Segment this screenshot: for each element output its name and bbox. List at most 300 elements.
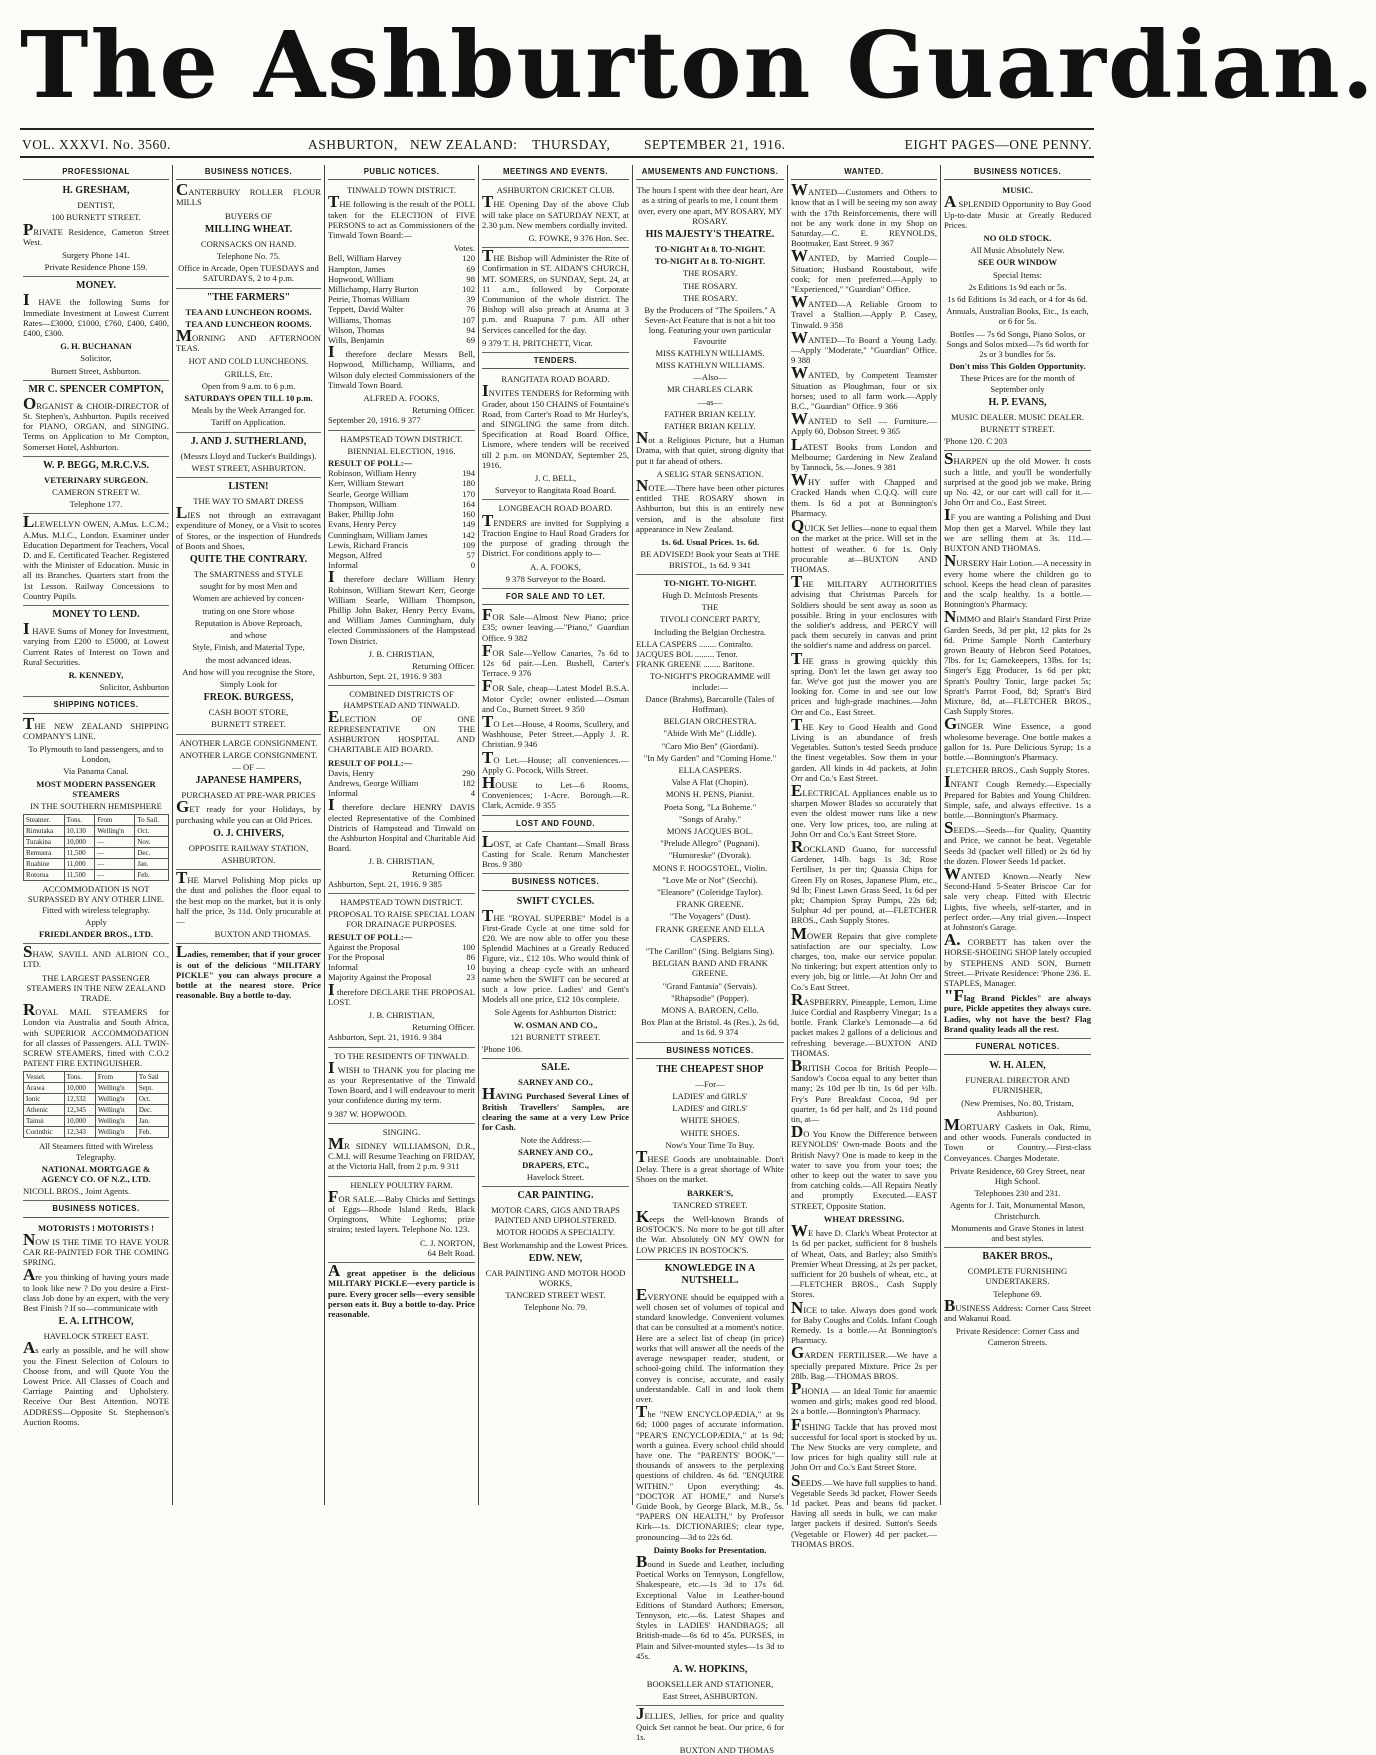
vote-row: Informal 4: [328, 788, 475, 799]
ad-line: Solicitor, Ashburton: [99, 682, 169, 693]
ad-body: Ladies, remember, that if your grocer is out of the delicious "MILITARY PICKLE" you can always procure a bottle at the nearest store. Price reasonable. Buy a bottle to-day.: [176, 942, 321, 1001]
ad-heading: MUSIC.: [1002, 185, 1033, 196]
pages-price: EIGHT PAGES—ONE PENNY.: [904, 137, 1092, 152]
section-heading: FUNERAL NOTICES.: [944, 1038, 1091, 1055]
ad-body: Not a Religious Picture, but a Human Drama, with that quiet, strong dignity that put it far ahead of others.: [636, 428, 784, 466]
ad-line: MUSIC DEALER. MUSIC DEALER.: [951, 411, 1084, 422]
ad-body: A SPLENDID Opportunity to Buy Good Up-to-date Music at Greatly Reduced Prices.: [944, 192, 1091, 230]
ad-line: (New Premises, No. 80, Tristam, Ashburton).: [961, 1097, 1074, 1118]
ad-body: A great appetiser is the delicious MILITARY PICKLE—every particle is pure. Every grocer sells—every sensible person eats it. Buy a bottle to-day. Price reasonable.: [328, 1261, 475, 1319]
classified-ad: FOR Sale—Yellow Canaries, 7s 6d to 12s 6d pair.—Len. Bushell, Carter's Terrace. 9 376: [482, 640, 629, 679]
classified-ad: MOWER Repairs that give complete satisfaction are our specialty. Low charges, too, make our service popular. No tinkering; but expert attention only to every job, big or little.—At John Orr and Co.'s East Street.: [791, 923, 937, 992]
ad-line: NATIONAL MORTGAGE & AGENCY CO. OF N.Z., LTD.: [41, 1163, 151, 1184]
ad-line: A SELIG STAR SENSATION.: [656, 468, 764, 479]
classified-ad: HOUSE to Let—6 Rooms, Conveniences; 1-Acre. Borough.—R. Clark, Acmide. 9 355: [482, 772, 629, 811]
ad-heading: LONGBEACH ROAD BOARD.: [482, 499, 629, 513]
programme-item: BELGIAN BAND AND FRANK GREENE.: [652, 958, 768, 979]
ad-line: Telephone 69.: [993, 1288, 1042, 1299]
ad-body: I HAVE Sums of Money for Investment, varying from £200 to £5000, at Lowest Current Rates of Interest on Town and Rural Securities.: [23, 619, 169, 667]
programme-item: "Prelude Allegro" (Pugnani).: [660, 838, 760, 849]
ad-body: I therefore declare Messrs Bell, Hopwood, Millichamp, Williams, and Wilson duly elected Commissioners of the Tinwald Town Board.: [328, 342, 475, 390]
ad-line: C. J. NORTON,: [420, 1237, 475, 1248]
ad-body: By the Producers of "The Spoilers." A Seven-Act Feature that is not a bit too long. Featuring your own particular Favourite: [644, 305, 776, 346]
ad-line: Burnett Street, Ashburton.: [50, 365, 142, 376]
ad-heading: WHEAT DRESSING.: [823, 1213, 905, 1224]
ad-line: ALFRED A. FOOKS,: [363, 393, 440, 404]
ad-body: TENDERS are invited for Supplying a Traction Engine to Haul Road Graders for the purpose of grading through the District. For conditions apply to—: [482, 510, 629, 559]
ad-body: PRIVATE Residence, Cameron Street West.: [23, 219, 169, 247]
ad-line: IN THE SOUTHERN HEMISPHERE: [30, 800, 162, 811]
classified-ad: GINGER Wine Essence, a good wholesome beverage. One bottle makes a gallon for 1s. Pure Delicious Syrup; 1s a bottle.—Bonnington's Pharmacy.: [944, 714, 1091, 762]
ad-line: BIENNIAL ELECTION, 1916.: [347, 445, 456, 456]
section-heading: BUSINESS NOTICES.: [482, 873, 629, 890]
ad-heading: SALE.: [482, 1058, 629, 1074]
ad-line: W. OSMAN AND CO.,: [513, 1019, 598, 1030]
ad-line: Ashburton, Sept. 21, 1916. 9 383: [328, 671, 442, 682]
ad-line: MISS KATHLYN WILLIAMS.: [655, 347, 765, 358]
ad-heading: H. GRESHAM,: [62, 185, 130, 197]
ad-heading: CAR PAINTING.: [482, 1186, 629, 1202]
ad-line: ANOTHER LARGE CONSIGNMENT.: [176, 734, 321, 748]
ad-heading: H. P. EVANS,: [988, 396, 1047, 408]
place-label: ASHBURTON,: [308, 137, 398, 152]
vote-row: Thompson, William 164: [328, 498, 475, 509]
ad-line: PURCHASED AT PRE-WAR PRICES: [181, 790, 316, 801]
section-heading: PUBLIC NOTICES.: [328, 165, 475, 180]
classified-ad: FOR Sale—Almost New Piano; price £35; owner leaving.—"Piano," Guardian Office. 9 382: [482, 605, 629, 643]
ad-line: Meals by the Week Arranged for.: [191, 405, 306, 416]
column-amusements: [633, 165, 787, 1755]
section-heading: BUSINESS NOTICES.: [23, 1200, 169, 1217]
ad-line: Telephone No. 79.: [523, 1302, 588, 1313]
ad-heading: COMBINED DISTRICTS OF HAMPSTEAD AND TINWALD.: [328, 685, 475, 709]
ad-line: 100 BURNETT STREET.: [51, 212, 141, 223]
ad-heading: O. J. CHIVERS,: [213, 827, 284, 839]
country-label: NEW ZEALAND:: [410, 137, 518, 152]
ad-line: All Steamers fitted with Wireless Telegraphy.: [38, 1141, 154, 1162]
ad-line: And how will you recognise the Store,: [182, 666, 315, 677]
ad-line: THE: [701, 602, 719, 613]
ad-line: RESULT OF POLL:—: [328, 458, 413, 469]
ad-line: VETERINARY SURGEON.: [44, 474, 148, 485]
vote-row: Kerr, William Stewart 180: [328, 478, 475, 489]
classified-ad: THE MILITARY AUTHORITIES advising that Christmas Parcels for Soldiers should be sent away as soon as possible. Bring in your enclosures with the soldier's address, and PERCY will pack them securely in canvas and print the soldier's name and address on parcel.: [791, 572, 937, 651]
masthead-title: The Ashburton Guardian.: [20, 11, 1376, 119]
ad-line: THE ROSARY.: [682, 292, 738, 303]
ad-body: The "NEW ENCYCLOPÆDIA," at 9s 6d; 1000 pages of accurate information. "PEAR'S ENCYCLOPÆDIA," at 1s 9d; worth a guinea. Every school child should have one. The "PARENTS' BOOK,"—thousands of answers to the perplexing questions of children. 4s 6d. "ENQUIRE WITHIN." Upon everything; 4s. "DOCTOR AT HOME," and Nurse's Guide Book, by George Black, M.B., 5s. "PAPERS ON HEALTH," by Professor Kirk—1s. DICTIONARIES; clear type, pronouncing—3d to 22s 6d.: [636, 1402, 784, 1542]
ad-body: Bound in Suede and Leather, including Poetical Works on Tennyson, Longfellow, Shakespeare, etc.—1s 3d to 17s 6d. Exceptional Value in Leather-bound Editions of Standard Authors; Emerson, Tennyson, etc.—6s. Latest Shapes and Styles in LADIES' HANDBAGS; all British-made—6s 6d to 45s. PURSES, in Plain and Silver-mounted styles—1s 3d to 45s.: [636, 1551, 784, 1661]
ad-line: MOTOR HOODS A SPECIALTY.: [496, 1227, 615, 1238]
column-meetings-events: [479, 165, 632, 1505]
classified-ad: IF you are wanting a Polishing and Dust Mop then get a Marvel. While they last we are selling them at 3s. 11d.—BUXTON AND THOMAS.: [944, 505, 1091, 554]
section-heading: BUSINESS NOTICES.: [944, 165, 1091, 180]
ad-line: COMPLETE FURNISHING UNDERTAKERS.: [967, 1266, 1068, 1287]
ad-line: PROPOSAL TO RAISE SPECIAL LOAN FOR DRAINAGE PURPOSES.: [328, 909, 475, 930]
programme-item: FRANK GREENE AND ELLA CASPERS.: [655, 923, 765, 944]
ad-body: MORNING AND AFTERNOON TEAS.: [176, 326, 321, 354]
table-row: Rimutaka 10,130 Welling'n Oct.: [24, 826, 169, 837]
classified-ad: WANTED—A Reliable Groom to Travel a Stallion.—Apply P. Casey, Tinwald. 9 358: [791, 292, 937, 330]
ad-line: WEST STREET, ASHBURTON.: [191, 462, 306, 473]
ad-signature: G. FOWKE, 9 376 Hon. Sec.: [528, 233, 629, 244]
table-row: Corinthic 12,343 Welling'n Feb.: [24, 1127, 169, 1138]
ad-line: Agents for J. Tait, Monumental Mason, Christchurch.: [949, 1200, 1086, 1221]
ad-line: BURNETT STREET.: [980, 424, 1055, 435]
vote-row: Majority Against the Proposal 23: [328, 972, 475, 983]
ad-line: NICOLL BROS., Joint Agents.: [23, 1186, 131, 1197]
programme-item: "Caro Mio Ben" (Giordani).: [661, 740, 759, 751]
ad-body: THE "ROYAL SUPERBE" Model is a First-Grade Cycle at one time sold for £20. We are now able to offer you these Splendid Machines at a Greatly Reduced Figure, viz., £12 10s. Who would think of buying a cheap cycle with an unheard name when the SWIFT can be secured at such a low price. Ladies' and Gent's Models all one price, £12 10s complete.: [482, 905, 629, 1005]
ad-line: 2s Editions 1s 9d each or 5s.: [968, 281, 1067, 292]
ad-body: ELECTION OF ONE REPRESENTATIVE ON THE ASHBURTON HOSPITAL AND CHARITABLE AID BOARD.: [328, 706, 475, 755]
ad-line: Don't miss This Golden Opportunity.: [949, 361, 1086, 372]
classified-ad: GARDEN FERTILISER.—We have a specially prepared Mixture. Price 2s per 28lb. Bag.—THOMAS BROS.: [791, 1343, 937, 1381]
ad-line: Returning Officer.: [412, 1022, 475, 1033]
ad-line: WHITE SHOES.: [680, 1115, 740, 1126]
table-row: Arawa 10,000 Welling'n Sept.: [24, 1083, 169, 1094]
ad-signature: 9 387 W. HOPWOOD.: [328, 1108, 408, 1119]
ad-body: MR SIDNEY WILLIAMSON, D.R., C.M.I. will Resume Teaching on FRIDAY, at the Victoria Hall, from 2 p.m. 9 311: [328, 1134, 475, 1172]
column-business-notices: [173, 165, 324, 1505]
vote-row: For the Proposal 86: [328, 952, 475, 963]
ad-line: Surgery Phone 141.: [62, 250, 130, 261]
classified-ad: THE grass is growing quickly this spring. Don't let the lawn get away too far. We've got just the mower you are looking for. Come in and see our low prices and high-grade machines.—John Orr and Co., East Street.: [791, 648, 937, 717]
column-public-notices: [325, 165, 478, 1505]
ad-heading: MILLING WHEAT.: [204, 223, 293, 235]
ad-line: FRANK GREENE ........ Baritone.: [636, 659, 755, 670]
vote-row: Robinson, William Henry 194: [328, 468, 475, 479]
date-label: SEPTEMBER 21, 1916.: [644, 137, 786, 152]
ad-line: G. H. BUCHANAN: [60, 341, 132, 352]
ad-line: Including the Belgian Orchestra.: [653, 626, 767, 637]
programme-item: FRANK GREENE.: [676, 899, 744, 910]
ad-line: Annuals, Australian Books, Etc., 1s each, or 6 for 5s.: [946, 306, 1089, 327]
section-heading: FOR SALE AND TO LET.: [482, 588, 629, 605]
table-row: Remuera 11,500 — Dec.: [24, 848, 169, 859]
section-heading: AMUSEMENTS AND FUNCTIONS.: [636, 165, 784, 180]
ad-line: Open from 9 a.m. to 6 p.m.: [201, 380, 296, 391]
table-row: Rotorua 11,500 — Feb.: [24, 870, 169, 881]
ad-body: LLEWELLYN OWEN, A.Mus. L.C.M.; A.Mus. M.I.C., London. Examiner under Education Department for Teachers, Vocal D. and E. Certificated Teacher. Registered with the Minister of Education. Music in all its Branches. Quarters start from the 1st Lesson. Railway Concessions to Country Pupils.: [23, 512, 169, 601]
ad-line: All Music Absolutely New.: [970, 245, 1065, 256]
ad-line: 64 Belt Road.: [427, 1247, 475, 1258]
ad-line: Private Residence Phone 159.: [44, 262, 148, 273]
ad-line: 'Phone 106.: [482, 1044, 523, 1055]
classified-ad: FISHING Tackle that has proved most successful for local sport is stocked by us. The New Stocks are very complete, and low prices for high quality still rule at John Orr and Co.'s East Street Store.: [791, 1414, 937, 1473]
day-label: THURSDAY,: [532, 137, 611, 152]
ad-line: TO-NIGHT. TO-NIGHT.: [636, 574, 784, 588]
ad-body: NOW IS THE TIME TO HAVE YOUR CAR RE-PAINTED FOR THE COMING SPRING.: [23, 1229, 169, 1268]
ad-heading: MONEY TO LEND.: [23, 605, 169, 621]
section-heading: SHIPPING NOTICES.: [23, 696, 169, 713]
ad-body: EVERYONE should be equipped with a well chosen set of volumes of topical and standard knowledge. Convenient volumes that can be consulted at a moment's notice. Here are a select list of cheap (in price) works that will answer all the needs of the average newspaper reader, student, or school-going child. The information they convey is concise, accurate, and easily understandable. Call in and look them over.: [636, 1284, 784, 1404]
ad-line: HAVELOCK STREET EAST.: [43, 1331, 149, 1342]
classified-ad: TO Let.—House; all conveniences.—Apply G. Pocock, Wills Street.: [482, 747, 629, 775]
vote-row: Williams, Thomas 107: [328, 314, 475, 325]
ad-body: I therefore DECLARE THE PROPOSAL LOST.: [328, 979, 475, 1007]
ad-line: — OF —: [232, 761, 265, 772]
ad-body: As early as possible, and he will show you the Finest Selection of Colours to Choose from, and will Quote You the Lowest Price. All Classes of Coach and Carriage Painting and Upholstery. Receive Our Best Attention. NOTE ADDRESS—Opposite St. Stephenson's Auction Rooms.: [23, 1338, 169, 1427]
ad-line: Now's Your Time To Buy.: [665, 1139, 755, 1150]
column-business-funeral: [941, 165, 1094, 1505]
ad-line: BUYERS OF: [224, 210, 273, 221]
ad-heading: "THE FARMERS": [176, 288, 321, 304]
classified-ad: QUICK Set Jellies—none to equal them on the market at the price. Will set in the hottest of weather. 6 for 1s. Only procurable at—BUXTON AND THOMAS.: [791, 516, 937, 574]
ad-line: Ashburton, Sept. 21, 1916. 9 385: [328, 878, 442, 889]
ad-line: LADIES' and GIRLS': [672, 1091, 748, 1102]
classified-ad: WHY suffer with Chapped and Cracked Hands when C.Q.Q. will cure them. Is 6d a pot at Bonnington's Pharmacy.: [791, 470, 937, 518]
vote-row: Against the Proposal 100: [328, 941, 475, 952]
ad-line: 9 378 Surveyor to the Board.: [505, 573, 606, 584]
classified-ad: WE have D. Clark's Wheat Protector at 1s 6d per packet, sufficient for 8 bushels of Wheat, Oats, and Barley; also Smith's Premier Wheat Dressing, at 2s per packet, sufficient for 20 bushels of wheat, etc., at—FLETCHER BROS., Cash Supply Stores.: [791, 1221, 937, 1300]
ad-line: ELLA CASPERS ........ Contralto.: [636, 638, 753, 649]
ad-heading: MR C. SPENCER COMPTON,: [23, 380, 169, 396]
ad-line: These Prices are for the month of September only: [960, 373, 1075, 394]
ad-body: THESE Goods are unobtainable. Don't Delay. There is a great shortage of White Shoes on the market.: [636, 1147, 784, 1185]
programme-item: "The Voyagers" (Dust).: [669, 911, 751, 922]
ad-heading: J. AND J. SUTHERLAND,: [176, 432, 321, 448]
classified-ad: WANTED—To Board a Young Lady.—Apply "Moderate," "Guardian" Office. 9 388: [791, 327, 937, 366]
classified-ad: FOR Sale, cheap—Latest Model B.S.A. Motor Cycle; owner enlisted.—Osman and Co., Burnett Street. 9 350: [482, 676, 629, 714]
classified-ad: WANTED Known.—Nearly New Second-Hand 5-Seater Briscoe Car for sale very cheap. Fitted with Electric Lights, five wheels, self-starter, and in perfect order.—Any trial given.—Inspect at Johnston's Garage.: [944, 863, 1091, 932]
ad-body: THE Bishop will Administer the Rite of Confirmation in ST. AIDAN'S CHURCH, MT. SOMERS, on SUNDAY, Sept. 24, at 11 a.m., followed by Corporate Communion of the whole district. The Bishop will also preach at Anama at 3 p.m. and Ruapuna 7 p.m. All other Services cancelled for the day.: [482, 246, 629, 335]
ad-line: THE WAY TO SMART DRESS: [193, 496, 304, 507]
ad-body: The hours I spent with thee dear heart, Are as a string of pearls to me, I count them over, every one apart, MY ROSARY, MY ROSARY.: [636, 185, 784, 226]
classified-ad: "Flag Brand Pickles" are always pure, Pickle appetites they always cure. Ladies, why not have the best? Flag Brand quality leads all the rest.: [944, 986, 1091, 1034]
classified-ad: WANTED, by Competent Teamster Situation as Ploughman, four or six horses; used to all farm work.—Apply B.C., "Guardian" Office. 9 366: [791, 363, 937, 412]
ad-line: SATURDAYS OPEN TILL 10 p.m.: [184, 393, 313, 404]
vote-row: Hopwood, William 98: [328, 273, 475, 284]
classified-ad: FLETCHER BROS., Cash Supply Stores.: [945, 765, 1090, 776]
classified-ad: RASPBERRY, Pineapple, Lemon, Lime Juice Cordial and Raspberry Vinegar; 1s a bottle. Frank Clarke's Lemonade—a 6d packet makes 2 gallons of a delicious and refreshing beverage.—BUXTON AND THOMAS.: [791, 989, 937, 1058]
ad-heading: JAPANESE HAMPERS,: [195, 775, 302, 787]
sailing-table: Vessel. Tons. From To Sail Arawa 10,000 Welling'n Sept. Ionic 12,332 Welling'n Oct. Athenic 12,345 Welling'n Dec. Tainui 10,000 Welling'n Jan. Corinthic 12,343 Welling'n Feb.: [23, 1071, 169, 1138]
programme-item: BELGIAN ORCHESTRA.: [663, 716, 757, 727]
table-row: Ionic 12,332 Welling'n Oct.: [24, 1094, 169, 1105]
section-heading: MEETINGS AND EVENTS.: [482, 165, 629, 180]
ad-line: TEA AND LUNCHEON ROOMS.: [185, 306, 312, 317]
ad-line: Solicitor,: [80, 353, 112, 364]
dateline-bar: [20, 128, 1094, 158]
ad-line: SARNEY AND CO.,: [518, 1077, 593, 1088]
programme-item: "Love Me or Not" (Secchi).: [662, 874, 758, 885]
ad-line: OPPOSITE RAILWAY STATION,: [188, 842, 309, 853]
ad-line: CASH BOOT STORE,: [208, 707, 289, 718]
ad-line: Ashburton, Sept. 21, 1916. 9 384: [328, 1032, 442, 1043]
vote-row: Andrews, George William 182: [328, 777, 475, 788]
ad-body: INVITES TENDERS for Reforming with Grader, about 150 CHAINS of Fountaine's Road, from Carter's Road to Mr Hurley's, and SINGLING the same from ditch. Specification at Road Board Office, Lismore, where tenders will be received till 2 p.m. on MONDAY, September 25, 1916.: [482, 381, 629, 470]
programme-item: "Humoreske" (Dvorak).: [668, 850, 752, 861]
ad-heading: KNOWLEDGE IN A NUTSHELL.: [636, 1259, 784, 1287]
ad-body: MORTUARY Caskets in Oak, Rimu, and other woods. Funerals conducted in Town or Country.—First-class Conveyances. Charges Moderate.: [944, 1115, 1091, 1163]
ad-line: NO OLD STOCK.: [983, 233, 1052, 244]
ad-heading: THE CHEAPEST SHOP: [656, 1063, 764, 1075]
ad-line: J. B. CHRISTIAN,: [368, 1010, 435, 1021]
ad-line: 1s 6d Editions 1s 3d each, or 4 for 4s 6d.: [947, 294, 1088, 305]
ad-line: —Also—: [693, 372, 727, 383]
ad-line: DENTIST,: [77, 200, 115, 211]
vote-row: Informal 0: [328, 560, 475, 571]
ad-line: SARNEY AND CO.,: [518, 1147, 593, 1158]
ad-line: MOST MODERN PASSENGER STEAMERS: [36, 778, 156, 799]
ad-line: Returning Officer.: [412, 868, 475, 879]
classified-ad: WANTED to Sell — Furniture.—Apply 60, Dobson Street. 9 365: [791, 409, 937, 437]
section-heading: PROFESSIONAL: [23, 165, 169, 180]
ad-body: I WISH to THANK you for placing me as your Representative of the Tinwald Town Board, and I will endeavour to merit your confidence during my term.: [328, 1057, 475, 1106]
ad-line: trating on one Store whose: [202, 605, 295, 616]
section-heading: TENDERS.: [482, 352, 629, 369]
ad-heading: SINGING.: [328, 1123, 475, 1137]
ad-line: BOOKSELLER AND STATIONER,: [646, 1678, 774, 1689]
classified-ad: LOST, at Cafe Chantant—Small Brass Casting for Scale. Return Manchester Bros. 9 380: [482, 831, 629, 870]
ad-line: TEA AND LUNCHEON ROOMS.: [185, 318, 312, 329]
ad-signature: 9 379 T. H. PRITCHETT, Vicar.: [482, 337, 593, 348]
ad-line: ANOTHER LARGE CONSIGNMENT.: [179, 749, 318, 760]
classified-ad: PHONIA — an Ideal Tonic for anaemic women and girls; makes good red blood. 2s a bottle.—Bonnington's Pharmacy.: [791, 1378, 937, 1417]
ad-heading: FREOK. BURGESS,: [203, 692, 294, 704]
ad-line: Returning Officer.: [412, 405, 475, 416]
ad-line: sought for by most Men and: [199, 581, 298, 592]
programme-item: "In My Garden" and "Coming Home.": [643, 752, 777, 763]
ad-line: TO-NIGHT At 8. TO-NIGHT.: [654, 244, 766, 255]
ad-line: J. B. CHRISTIAN,: [368, 856, 435, 867]
ad-body: NOTE.—There have been other pictures entitled THE ROSARY shown in Ashburton, but this is an entirely new version, and is the absolute first appearance in New Zealand.: [636, 476, 784, 534]
ad-heading: TINWALD TOWN DISTRICT.: [346, 185, 457, 196]
programme-item: "Eleanore" (Coleridge Taylor).: [657, 886, 763, 897]
classified-ad: BRITISH Cocoa for British People—Sandow's Cocoa equal to any better than many; 2s 10d per lb tin, 1s 6d per ½lb. Fry's Pure Breakfast Cocoa, 9d per quarter, 1s 6d per half, and 2s 11d pound tin, at—: [791, 1056, 937, 1125]
ad-line: RESULT OF POLL:—: [328, 931, 413, 942]
ad-body: I HAVE the following Sums for Immediate Investment at Lowest Current Rates—£3000, £1000, £760, £400, £400, £400, £300.: [23, 290, 169, 339]
ad-body: GET ready for your Holidays, by purchasing while you can at Old Prices.: [176, 797, 321, 825]
ad-line: CAMERON STREET W.: [52, 487, 140, 498]
classified-ad: WANTED, by Married Couple—Situation; Husband Roustabout, wife cook; for men preferred.—Apply to "Experienced," "Guardian" Office.: [791, 246, 937, 295]
ad-line: Monuments and Grave Stones in latest and best styles.: [951, 1222, 1084, 1244]
ad-line: TANCRED STREET WEST.: [505, 1290, 606, 1301]
vote-row: Cunningham, William James 142: [328, 529, 475, 540]
ad-line: To Plymouth to land passengers, and to London,: [28, 743, 164, 765]
column-wanted: [788, 165, 940, 1549]
ad-line: DRAPERS, ETC.,: [522, 1159, 589, 1170]
programme-item: MONS H. PENS, Pianist.: [665, 789, 755, 800]
vote-row: Wills, Benjamin 69: [328, 335, 475, 346]
vote-row: Davis, Henry 290: [328, 767, 475, 778]
ad-line: Tariff on Application.: [211, 417, 286, 428]
ad-heading: RANGITATA ROAD BOARD.: [501, 374, 610, 385]
ad-line: FUNERAL DIRECTOR AND FURNISHER,: [965, 1075, 1070, 1096]
ad-line: J. B. CHRISTIAN,: [368, 648, 435, 659]
ad-line: Telephone 177.: [69, 499, 123, 510]
ad-line: —as—: [697, 396, 723, 407]
classified-ad: NICE to take. Always does good work for Baby Coughs and Colds. Infant Cough Remedy. 1s a bottle.—At Bonnington's Pharmacy.: [791, 1297, 937, 1346]
ad-body: ACCOMMODATION IS NOT SURPASSED BY ANY OTHER LINE. Fitted with wireless telegraphy.: [27, 884, 165, 915]
ad-line: Via Panama Canal.: [63, 766, 129, 777]
ad-line: The SMARTNESS and STYLE: [193, 569, 304, 580]
vote-row: Petrie, Thomas William 39: [328, 294, 475, 305]
ad-line: CAR PAINTING AND MOTOR HOOD WORKS,: [485, 1267, 626, 1289]
vote-row: Teppett, David Walter 76: [328, 304, 475, 315]
programme-item: "Songs of Araby.": [678, 813, 742, 824]
programme-item: "The Carillon" (Sing. Belgians Sing).: [645, 946, 775, 956]
ad-line: Surveyor to Rangitata Road Board.: [494, 485, 616, 496]
ad-body: THE Marvel Polishing Mop picks up the dust and polishes the floor equal to the best mop on the market, but it is only half the price, 3s 11d. Only procurable at—: [176, 868, 321, 926]
ad-line: September 20, 1916. 9 377: [328, 415, 421, 426]
ad-line: R. KENNEDY,: [68, 669, 124, 680]
ad-line: J. C. BELL,: [534, 473, 577, 484]
ad-line: and whose: [230, 630, 267, 641]
ad-line: HOT AND COLD LUNCHEONS.: [188, 356, 309, 367]
vote-row: Evans, Henry Percy 149: [328, 519, 475, 530]
section-heading: LOST AND FOUND.: [482, 815, 629, 832]
ad-heading: ASHBURTON CRICKET CLUB.: [496, 185, 615, 196]
ad-body: THE NEW ZEALAND SHIPPING COMPANY'S LINE.: [23, 713, 169, 741]
ad-line: MOTOR CARS, GIGS AND TRAPS PAINTED AND UPHOLSTERED.: [491, 1205, 620, 1226]
ad-body: Are you thinking of having yours made to look like new ? Do you desire a First-class Job done by an expert, with the very Best Finish ? If so—communicate with: [23, 1265, 169, 1314]
ad-line: (Messrs Lloyd and Tucker's Buildings).: [180, 450, 317, 461]
ad-line: Bottles — 7s 6d Songs, Piano Solos, or Songs and Solos mixed—7s 6d worth for 2s or 3 bundles for 5s.: [946, 328, 1089, 360]
table-row: Tainui 10,000 Welling'n Jan.: [24, 1116, 169, 1127]
ad-body: CANTERBURY ROLLER FLOUR MILLS: [176, 180, 321, 208]
classified-ad: LATEST Books from London and Melbourne; Gardening in New Zealand by Tannock, 5s.—Jones. 9 381: [791, 434, 937, 473]
ad-line: Box Plan at the Bristol. 4s (Res.), 2s 6d, and 1s 6d. 9 374: [641, 1017, 779, 1038]
ad-body: JELLIES, Jellies, for price and quality Quick Set cannot be beat. Our price, 6 for 1s.: [636, 1704, 784, 1742]
classified-ad: DO You Know the Difference between REYNOLDS' Own-made Boots and the British Navy? One is made to keep in the water to save you from your toes; the other to keep out the water to save you from catching colds.—All Repairs Neatly and promptly Executed.—EAST STREET, Opposite Station.: [791, 1122, 937, 1211]
programme-item: ELLA CASPERS.: [678, 764, 742, 775]
ad-line: GRILLS, Etc.: [224, 368, 273, 379]
sailing-table: Steamer. Tons. From To Sail. Rimutaka 10,130 Welling'n Oct. Turakina 10,000 — Nov. Remuera 11,500 — Dec. Ruahine 11,000 — Jan. Rotorua 11,500 — Feb.: [23, 814, 169, 881]
ad-signature: BUXTON AND THOMAS: [679, 1745, 774, 1755]
section-heading: BUSINESS NOTICES.: [176, 165, 321, 180]
ad-line: the most advanced ideas.: [205, 654, 292, 665]
ad-heading: SWIFT CYCLES.: [516, 895, 595, 907]
ad-line: TO-NIGHT At 8. TO-NIGHT.: [654, 256, 766, 267]
ad-line: Private Residence, 60 Grey Street, near High School.: [949, 1165, 1086, 1187]
programme-item: Poeta Song, "La Boheme.": [663, 801, 757, 812]
ad-line: Havelock Street.: [526, 1171, 585, 1182]
programme-item: "Rhapsodie" (Popper).: [671, 992, 749, 1003]
ad-heading: E. A. LITHCOW,: [58, 1316, 134, 1328]
vote-row: Megson, Alfred 57: [328, 549, 475, 560]
programme-item: "Abide With Me" (Liddle).: [663, 728, 757, 739]
ad-heading: HIS MAJESTY'S THEATRE.: [645, 229, 775, 241]
ad-heading: HENLEY POULTRY FARM.: [328, 1176, 475, 1190]
votes-label: Votes.: [453, 243, 475, 254]
ad-line: Best Workmanship and the Lowest Prices.: [482, 1239, 629, 1250]
ad-line: Women are achieved by concen-: [192, 593, 305, 604]
ad-heading: LISTEN!: [176, 477, 321, 493]
ad-line: Hugh D. McIntosh Presents: [662, 589, 758, 600]
vote-row: Baker, Phillip John 160: [328, 509, 475, 520]
ad-line: Note the Address:—: [520, 1135, 591, 1146]
column-professional: [20, 165, 172, 1505]
programme-item: "Grand Fantasia" (Servais).: [662, 980, 758, 991]
classified-ad: WANTED—Customers and Others to know that as I will be seeing my son away with the 17th Reinforcements, there will not be any work done in my Shop on Saturday.—C. E. REYNOLDS, Bootmaker, East Street. 9 367: [791, 180, 937, 249]
vote-row: Searle, George William 170: [328, 488, 475, 499]
ad-line: FATHER BRIAN KELLY.: [664, 408, 756, 419]
ad-line: 121 BURNETT STREET.: [510, 1031, 601, 1042]
classified-ad: NURSERY Hair Lotion.—A necessity in every home where the children go to school. Keeps the head clean of parasites and the scalp healthy. 1s a bottle.—Bonnington's Pharmacy.: [944, 551, 1091, 610]
ad-line: Sole Agents for Ashburton District:: [494, 1007, 617, 1018]
classified-ad: INFANT Cough Remedy.—Especially Prepared for Babies and Young Children. Simple, safe, and always effective. 1s a bottle.—Bonnington's Pharmacy.: [944, 772, 1091, 820]
classified-ad: ELECTRICAL Appliances enable us to sharpen Mower Blades so accurately that even the oldest mower runs like a new one. Very low prices, too, are ruling at John Orr and Co.'s East Street Store.: [791, 780, 937, 839]
ad-line: East Street, ASHBURTON.: [662, 1691, 758, 1702]
ad-line: Telephones 230 and 231.: [974, 1188, 1061, 1199]
ad-line: FRIEDLANDER BROS., LTD.: [38, 928, 154, 939]
vote-row: Lewis, Richard Francis 109: [328, 539, 475, 550]
ad-line: BURNETT STREET.: [211, 719, 286, 730]
ad-line: FATHER BRIAN KELLY.: [664, 421, 756, 432]
ad-body: HAVING Purchased Several Lines of British Travellers' Samples, are clearing the same at a very Low Price for Cash.: [482, 1084, 629, 1133]
ad-heading: Dainty Books for Presentation.: [653, 1544, 767, 1555]
